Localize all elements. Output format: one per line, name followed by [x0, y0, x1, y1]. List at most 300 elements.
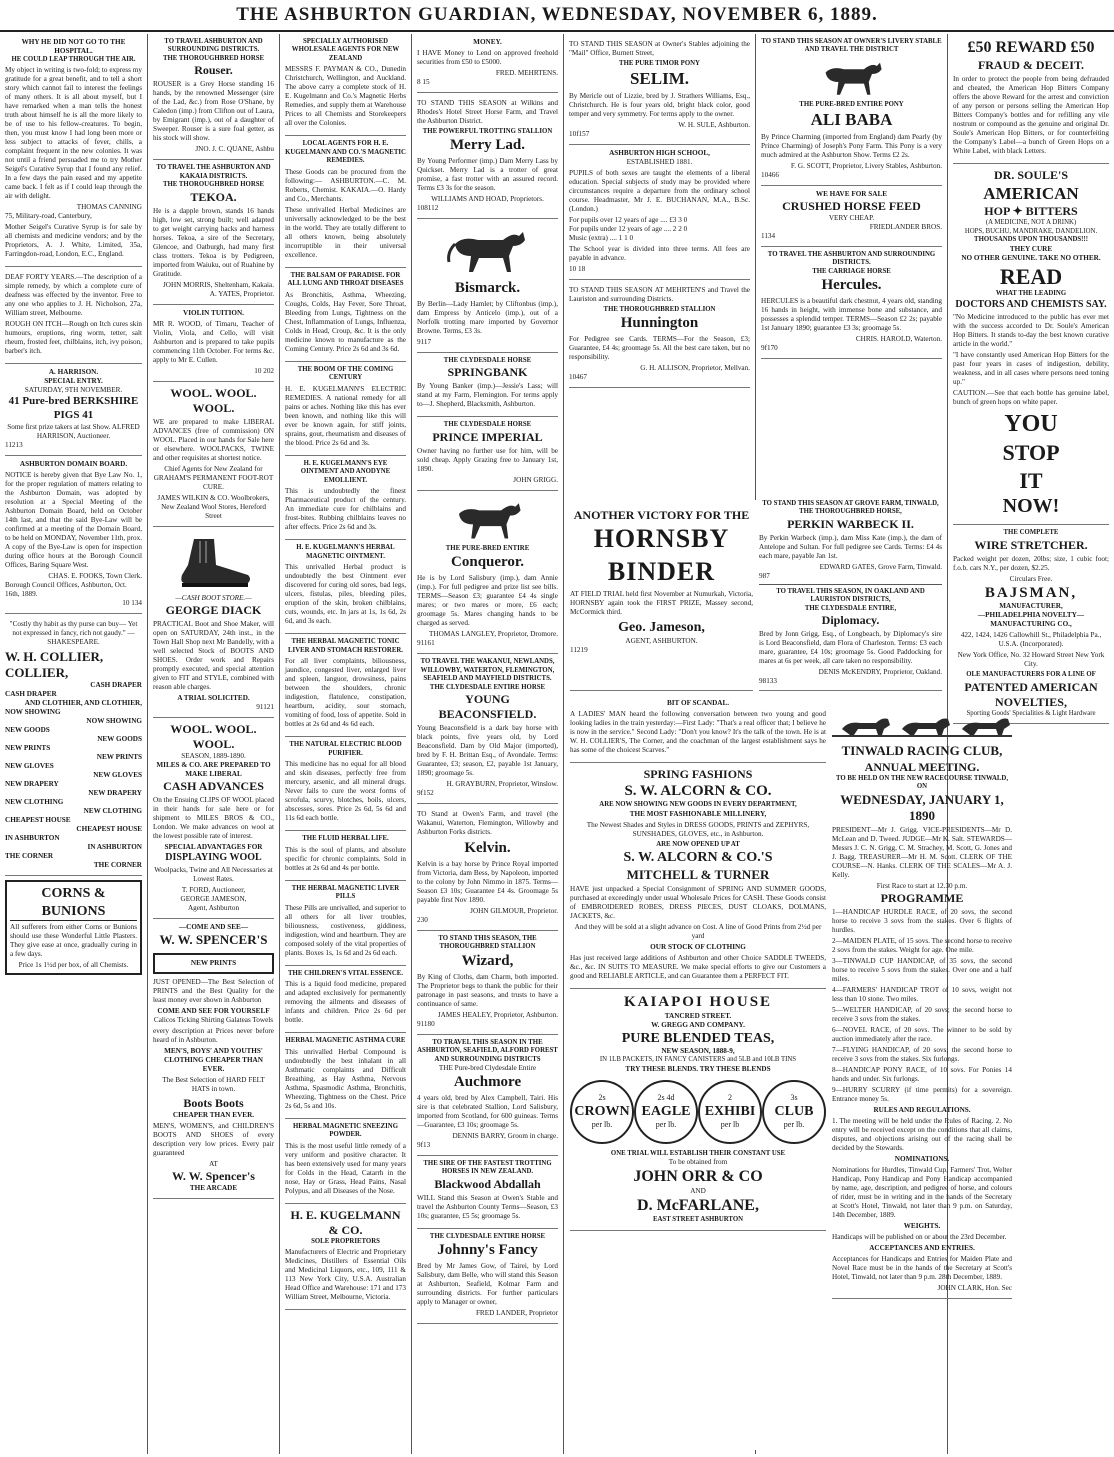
collier-line: NEW CLOTHING — [83, 807, 142, 816]
violin-number: 10 202 — [254, 366, 274, 375]
wizard-number: 91180 — [417, 1019, 435, 1028]
snuff-ad — [285, 1119, 406, 1204]
blackwood-title: THE SIRE OF THE FASTEST TROTTING HORSES IN NEW ZEALAND. — [423, 1159, 552, 1176]
annual-meeting: ANNUAL MEETING. — [864, 759, 980, 774]
conqueror-body: He is by Lord Salisbury (imp.), dam Annie (imp.). For full pedigree and prize list see bills. TERMS—Season £3; guarantee £4 4s single mares; or two mares or more, £6 each; groomage 5s. Mares changing hands to be charged as served. — [417, 574, 558, 628]
tekoa-sign: JOHN MORRIS, Sheltenham, Kakaia. — [163, 280, 274, 289]
vital-body: This is a liquid food medicine, prepared and adapted exclusively for permanently removing the ailments and diseases of infants and children. Price 2s 6d per bottle. — [285, 980, 406, 1025]
rouser-ad — [153, 34, 274, 160]
hunn-number: 10467 — [569, 372, 587, 381]
fluid-body: This is the soul of plants, and absolute specific for chronic complaints. Sold in bottles at 2s 6d and 4s per bottle. — [285, 845, 406, 872]
young-name: YOUNG BEACONSFIELD. — [438, 692, 537, 722]
kelvin-title: TO Stand at Owen's Farm, and travel (the Wakanui, Waterton, Flemington, Willowby and Ashburton Forks districts. — [417, 810, 558, 837]
mt-note: And they will be sold at a slight advance on Cost. A line of Good Prints from 2½d per yard — [574, 922, 822, 940]
crushed-name: CRUSHED HORSE FEED — [782, 198, 921, 213]
tea-badge-unit: per lb. — [783, 1120, 805, 1130]
johnnys-name: Johnny's Fancy — [437, 1242, 538, 1259]
spencer-body-2: every description at Prices never before heard of in Ashburton. — [153, 1026, 274, 1044]
race-item: 2—MAIDEN PLATE, of 15 sovs. The second horse to receive 2 sovs from the stakes. Weight for age. One mile. — [832, 937, 1012, 955]
our-stock: OUR STOCK OF CLOTHING — [650, 942, 746, 951]
miles-body: MILES & CO. ARE PREPARED TO MAKE LIBERAL — [156, 760, 271, 778]
testimonial-1: "No Medicine introduced to the public has ever met with the success accorded to Dr. Soule's American Hop Bitters. It stands to-day the best known curative article in the world." — [953, 313, 1109, 349]
prince-name: PRINCE IMPERIAL — [432, 429, 543, 444]
blackwood-body: WILL Stand this Season at Owen's Stable and travel the Ashburton County Terms—Season, £3 10s; guarantee, £5 5s; groomage 5s. — [417, 1193, 558, 1220]
gregg-company: W. GREGG AND COMPANY. — [651, 1020, 745, 1029]
diack-number: 91121 — [256, 702, 274, 711]
collier-line: CHEAPEST HOUSE — [76, 825, 142, 834]
harrison-sale-ad — [5, 364, 142, 456]
perkin-body: By Perkin Warbeck (imp.), dam Miss Kate (imp.), the dam of Antelope and Sultan. For full pedigree see Cards. Terms: £4 4s each mare, payable Jan 1st. — [759, 533, 942, 560]
sale-date: SATURDAY, 9TH NOVEMBER. — [24, 386, 123, 395]
eye-body: This is undoubtedly the finest Pharmaceutical product of the century. An immediate cure for chilblains and frost-bites. Rubbing chilblains leaves no after effects. Price 2s 6d and 3s. — [285, 487, 406, 532]
soule-line-2: AMERICAN — [983, 184, 1079, 203]
kelvin-body: Kelvin is a bay horse by Prince Royal imported from Victoria, dam Bess, by Napoleon, imported to the colony by John Nimmo in 1875. Terms—Season £3 10s; Guarantee £4 4s. Groomage 5s payable first Nov 1890. — [417, 859, 558, 904]
johnnys-title: THE CLYDESDALE ENTIRE HORSE — [429, 1232, 546, 1240]
balsam-body: As Bronchitis, Asthma, Wheezing, Coughs, Colds, Hay Fever, Sore Throat, Bleeding from Lungs, Tightness on the Chest, Inflammation of Lungs, Influenza, Colds in Head, Croup, &c. It is the only medicine known to manufacture as the Coming Century. Price 2s 6d and 3s 6d. — [285, 290, 406, 353]
liver-body: These Pills are unrivalled, and superior to all others for all liver troubles, biliousness, costiveness, giddiness, indigestion, wind and heartburn. They are composed solely of the vital properties of plants. Boxes 1s, 1s 6d and 2s 6d each. — [285, 903, 406, 957]
now-heading: NOW! — [1002, 495, 1060, 518]
vital-title: THE CHILDREN'S VITAL ESSENCE. — [288, 969, 403, 977]
boot-caption: —CASH BOOT STORE.— — [175, 593, 252, 602]
school-title: ASHBURTON HIGH SCHOOL, — [609, 148, 710, 157]
try-blends: TRY THESE BLENDS. TRY THESE BLENDS — [625, 1064, 771, 1073]
and-label: AND — [690, 1187, 706, 1196]
board-body: NOTICE is hereby given that Bye Law No. 1, for the proper regulation of matters relating to the Ashburton Domain, was adopted by resolution at a Special Meeting of the Ashburton Domain Board, held on October 14th last, and that the said Bye-Law will be confirmed at a meeting of the Domain Board, to be held on MONDAY, November 11th, prox. A copy of the Bye-Law is open for inspection during office hours at the Borough Council Offices, Baring Square West. — [5, 470, 142, 569]
board-date: Borough Council Offices, Ashburton, Oct. 16th, 1889. — [5, 580, 127, 598]
fraud-body: In order to protect the people from being defrauded and cheated, the American Hop Bitters Company offers the above Reward for the arrest and conviction of any person or persons selling the American Hop Bitters Company's bottles and for refilling any vile nostrum or compound as the genuine and original Dr. Soule's American Hop Bitters, or for counterfeiting the Company's Label—a bunch of Green Hops on a White Label, with black Letters. — [953, 75, 1109, 155]
tea-badge-unit: per lb — [720, 1120, 740, 1130]
alcorn-name: S. W. ALCORN & CO. — [624, 783, 772, 800]
race-item: 3—TINWALD CUP HANDICAP, of 35 sovs, the second horse to receive 5 sovs from the stakes. Over one and a half miles. — [832, 957, 1012, 984]
corns-price: Price 1s 1½d per box, of all Chemists. — [18, 961, 129, 970]
mcfarlane-name: D. McFARLANE, — [637, 1197, 759, 1215]
springbank-body: By Young Banker (imp.)—Jessie's Lass; will stand at my Farm, Flemington. For terms apply to—J. Shepherd, Blacksmith, Ashburton. — [417, 382, 558, 409]
spencer-body: JUST OPENED—The Best Selection of PRINTS and the Best Quality for the least money ever shown in Ashburton — [153, 977, 274, 1004]
cure-line: THOUSANDS UPON THOUSANDS!!! — [974, 236, 1088, 244]
millinery: THE MOST FASHIONABLE MILLINERY, — [629, 809, 767, 818]
spencer-final: W. W. Spencer's — [172, 1168, 255, 1183]
collier-line: NOW SHOWING — [5, 708, 61, 717]
violin-body: MR R. WOOD, of Timaru, Teacher of Violin, Viola, and Cello, will visit Ashburton and is prepared to take pupils commencing 11th October. For terms &c. apply to Mr E. Cullen. — [153, 319, 274, 364]
first-race: First Race to start at 12.30 p.m. — [876, 882, 968, 891]
boots-heading: Boots Boots — [183, 1095, 244, 1110]
bismarck-body: By Berlin—Lady Hamlet; by Cliftonbus (imp.), dam Empress by Anticelo (imp.), out of a Norfolk trotting mare imported by Governor Browne. Terms, £3 3s. — [417, 299, 558, 335]
teas-heading: PURE BLENDED TEAS, — [621, 1030, 775, 1046]
diplomacy-body: Bred by Jonn Grigg, Esq., of Longbeach, by Diplomacy's sire is Lord Beaconsfield, dam Flora of Charleston. Terms: £3 each mare, guarantee, £4 10s; groomage 5s. Good Paddocking for mares at 6s per week, all care taken no responsibility. — [759, 630, 942, 666]
selim-name: SELIM. — [629, 69, 690, 89]
auchmore-title: TO TRAVEL THIS SEASON IN THE ASHBURTON, SEAFIELD, ALFORD FOREST AND SURROUNDING DISTRICTS — [417, 1038, 558, 1063]
collier-line: NEW GLOVES — [5, 762, 54, 771]
mens-clothing: MEN'S, BOYS' AND YOUTHS' CLOTHING CHEAPER THAN EVER. — [164, 1046, 263, 1073]
rules-body: 1. The meeting will be held under the Rules of Racing. 2. No entry will be received except on the conditions that all claims, disputes, and objections arising out of the racing shall be decided by the Stewards. — [832, 1117, 1012, 1153]
caution-note: CAUTION.—See that each bottle has genuine label, bunch of green hops on white paper. — [953, 389, 1109, 407]
conqueror-ad — [417, 491, 558, 654]
alcorn-name-2: S. W. ALCORN & CO.'S — [623, 850, 773, 866]
corns-title: CORNS & BUNIONS — [10, 885, 137, 921]
alibaba-body: By Prince Charming (imported from England) dam Pearly (by Prince Charming) of Joseph's Pony Farm. This Pony is a very much admired at the Ashburton Show. Terms £2 2s. — [761, 132, 942, 159]
tea-badge-price: 2s 4d — [657, 1092, 675, 1102]
collier-lines — [5, 681, 142, 870]
miles-body-2: On the Ensuing CLIPS OF WOOL placed in their hands for sale here or for shipment to MILES BROS & CO., London. We make advances on wool at the lowest possible rate of interest. — [153, 795, 274, 840]
agents-body: MESSRS F. PAYMAN & CO., Dunedin Christchurch, Wellington, and Auckland. The above carry a complete stock of H. E. Kugelmann and Co.'s Magnetic Herbs Remedies, and supply them at Warehouse Prices to all Chemists and Storekeepers all over the Colonies. — [285, 65, 406, 128]
address: 422, 1424, 1426 Callowhill St., Philadelphia Pa., U.S.A. (Incorporated). — [960, 631, 1102, 649]
hunn-title: TO STAND THIS SEASON AT MEHRTEN'S and Travel the Lauriston and surrounding Districts. — [569, 285, 750, 303]
hop-bitters-ad — [953, 164, 1109, 525]
reward-heading: £50 REWARD £50 — [967, 39, 1095, 56]
hercules-sign: CHRIS. HAROLD, Waterton. — [855, 334, 942, 343]
alibaba-title: TO STAND THIS SEASON AT OWNER'S LIVERY STABLE AND TRAVEL THE DISTRICT — [761, 38, 942, 54]
money-body: I HAVE Money to Lend on approved freehold securities from £50 to £5000. — [417, 49, 558, 66]
race-item: 5—WELTER HANDICAP, of 20 sovs; the second horse to receive 3 sovs from the stakes. — [832, 1006, 1012, 1024]
diplomacy-sign: DENIS McKENDRY, Proprietor, Oakland. — [818, 668, 942, 677]
kelvin-number: 230 — [417, 915, 428, 924]
hornsby-role: AGENT, ASHBURTON. — [625, 636, 698, 645]
column-4 — [412, 34, 564, 1454]
deaf-notice — [5, 267, 142, 364]
weights-title: WEIGHTS. — [903, 1222, 941, 1231]
prince-body: Owner having no further use for him, will be sold cheap. Apply Grazing free to January 1st, 1890. — [417, 446, 558, 473]
tekoa-ad — [153, 160, 274, 304]
diplomacy-name: Diplomacy. — [821, 613, 880, 628]
kaiapoi-heading: KAIAPOI HOUSE — [623, 993, 773, 1010]
violin-ad — [153, 305, 274, 382]
rouser-sign: JNO. J. C. QUANE, Ashbu — [195, 145, 274, 154]
merry-number: 108112 — [417, 204, 439, 213]
springbank-title: THE CLYDESDALE HORSE — [443, 356, 532, 364]
east-street: EAST STREET ASHBURTON — [652, 1216, 744, 1224]
hornsby-sign: Geo. Jameson, — [618, 620, 705, 635]
perkin-title: TO STAND THIS SEASON AT GROVE FARM, TINWALD, — [762, 500, 939, 507]
nominations-body: Nominations for Hurdles, Tinwald Cup, Farmers' Trot, Welter Handicap, Pony Handicap and Pony Handicap accompanied by name, age, description, and pedigree of horse, and colours of rider, must be in writing and in the hands of the Secretary at Scott's Hotel, Tinwald, not later than 9 p.m. on Saturday, 14th December, 1889. — [832, 1166, 1012, 1220]
wizard-title: TO STAND THIS SEASON, THE THOROUGHBRED STALLION — [438, 934, 537, 951]
money-number: 8 15 — [417, 78, 430, 86]
alcorn-subtitle: ARE NOW SHOWING NEW GOODS IN EVERY DEPARTMENT, — [599, 801, 797, 809]
wizard-body: By King of Cloths, dam Charm, both imported. The Proprietor begs to thank the public for their patronage in past seasons, and trusts to have a continuance of same. — [417, 972, 558, 1008]
deaf-body: DEAF FORTY YEARS.—The description of a simple remedy, by which a complete cure of deafness was effected by the inventor. Free to any one who applies to J. H. Nicholson, 27a, William street, Melbourne. — [5, 273, 142, 318]
philadelphia: —PHILADELPHIA NOVELTY— — [977, 611, 1085, 620]
seigel-note: Mother Seigel's Curative Syrup is for sale by all chemists and medicine vendors; and by the Proprietors, A. J. White, Limited, 35a, Farringdon-road, London, E.C., England. — [5, 223, 142, 259]
tea-badge-price: 2 — [728, 1092, 732, 1102]
boom-ad — [285, 362, 406, 456]
herbal-ointment-ad — [285, 540, 406, 634]
tonic-ad — [285, 634, 406, 737]
ford-sign: T. FORD, Auctioneer, — [181, 886, 246, 895]
conqueror-sign: THOMAS LANGLEY, Proprietor, Dromore. — [429, 630, 558, 639]
johnnys-sign: FRED LANDER, Proprietor — [475, 1309, 558, 1317]
hunn-sign: G. H. ALLISON, Proprietor, Mellvan. — [640, 363, 750, 372]
rouser-title: TO TRAVEL ASHBURTON AND SURROUNDING DISTRICTS. — [164, 38, 263, 54]
hercules-body: HERCULES is a beautiful dark chestnut, 4 years old, standing 16 hands in height, with immense bone and substance, and possesses a splendid temper. TERMS—Season £2 2s; payable 1st January 1890; guarantee £3 3s; groomage 5s. — [761, 296, 942, 332]
race-list — [832, 908, 1012, 1104]
collier-line: AND CLOTHIER, AND CLOTHIER, — [24, 699, 142, 708]
column-2 — [148, 34, 280, 1454]
fees-list — [569, 216, 750, 243]
collier-line: NEW DRAPERY — [5, 780, 59, 789]
snuff-body: This is the most useful little remedy of a very uniform and positive character. It has been extensively used for many years for Colds in the Head, Catarrh in the nose, Hay or Grass, Head Pains, Nasal Polypus, and all Diseases of the Nose. — [285, 1141, 406, 1195]
tea-badge-name: EAGLE — [641, 1103, 691, 1119]
tea-ad — [570, 989, 826, 1231]
perkin-diplomacy-column — [759, 500, 942, 691]
newspaper-title: THE ASHBURTON GUARDIAN, WEDNESDAY, NOVEMBER 6, 1889. — [236, 4, 878, 25]
hornsby-number: 11219 — [570, 645, 588, 654]
johnnys-fancy-ad — [417, 1229, 558, 1324]
tea-badge-unit: per lb. — [591, 1120, 613, 1130]
collier-line: NEW DRAPERY — [88, 789, 142, 798]
collier-name: W. H. COLLIER, COLLIER, — [5, 648, 104, 681]
agents-title: SPECIALLY AUTHORISED WHOLESALE AGENTS FOR NEW ZEALAND — [291, 38, 400, 62]
johnnys-body: Bred by Mr James Gow, of Tairei, by Lord Salisbury, dam Belle, who will stand this Season at Ashburton, Seafield, Kolmar Farm and surrounding districts. For further particulars apply to Manager or owner, — [417, 1262, 558, 1306]
philadelphia-2: MANUFACTURING CO., — [990, 620, 1072, 629]
kelvin-sign: JOHN GILMOUR, Proprietor. — [470, 906, 558, 915]
money-ad — [417, 34, 558, 93]
hornsby-heading: HORNSBY BINDER — [593, 524, 730, 586]
collier-line: NEW GOODS — [97, 735, 142, 744]
merry-sign: WILLIAMS AND HOAD, Proprietors. — [431, 195, 544, 204]
school-body: PUPILS of both sexes are taught the elements of a liberal education. Special subjects of study may be provided where circumstances require a departure from the ordinary school course. Headmaster, Mr J. E. BUCHANAN, M.A., B.Sc. (London.) — [569, 168, 750, 213]
rough-body: ROUGH ON ITCH—Rough on Itch cures skin humours, eruptions, ring worm, tetter, salt rheum, frosted feet, chilblains, itch, ivy poison, barber's itch. — [5, 320, 142, 356]
ali-baba-ad — [761, 34, 942, 186]
tea-badge — [698, 1080, 762, 1144]
story-signature: THOMAS CANNING — [76, 203, 142, 212]
collier-line: THE CORNER — [93, 861, 142, 870]
tonic-title: THE HERBAL MAGNETIC TONIC LIVER AND STOMACH RESTORER. — [288, 638, 403, 654]
jameson-role: Agent, Ashburton — [187, 904, 240, 913]
bismarck-number: 9117 — [417, 337, 432, 346]
local-agents — [285, 136, 406, 267]
clothing-body: Has just received large additions of Ashburton and other Choice SADDLE TWEEDS, &c., &c. IN SUITS TO MEASURE. We make special efforts to give our Customers a good and RELIABLE ARTICLE, and can Guarantee them a PERFECT FIT. — [570, 953, 826, 980]
eye-title: H. E. KUGELMANN'S EYE OINTMENT AND ANODYNE EMOLLIENT. — [300, 459, 391, 484]
race-item: 9—HURRY SCURRY (if time permits) for a sovereign. Entrance money 5s. — [832, 1086, 1012, 1104]
perkin-diplomacy-row — [570, 500, 942, 691]
tonic-body: For all liver complaints, biliousness, jaundice, congested liver, enlarged liver and spleen, languor, drowsiness, pains between the shoulders, chronic indigestion, flatulence, constipation, heartburn, acidity, sour stomach, vomiting of food, loss of appetite. Sold in bottles at 2s 6d and 4s 6d each. — [285, 657, 406, 729]
diack-body: PRACTICAL Boot and Shoe Maker, will open on SATURDAY, 24th inst., in the Town Hall Shop next Mr Bandelly, with a well selected Stock of BOOTS AND SHOES. Order work and Repairs promptly executed, and special attention given to FIT and STYLE, combined with reason able charges. — [153, 619, 274, 691]
tea-badge-unit: per lb. — [655, 1120, 677, 1130]
racing-column — [832, 695, 1012, 1299]
collier-ad — [5, 614, 142, 877]
wool-heading-2: WOOL. WOOL. WOOL. — [170, 721, 257, 751]
crushed-sign: FRIEDLANDER BROS. — [869, 222, 942, 231]
selim-sign: W. H. SULE, Ashburton. — [678, 120, 750, 129]
fee-row: For pupils under 12 years of age .... 2 2 0 — [569, 224, 688, 233]
reward-ad — [953, 34, 1109, 164]
hunn-body: For Pedigree see Cards. TERMS—For the Season, £3; Guarantee, £4 4s; groomage 5s. All the best care taken, but no responsibility. — [569, 334, 750, 361]
horse-illustration — [448, 498, 528, 542]
lower-row — [570, 695, 1012, 1299]
soule-subtitle: (A MEDICINE, NOT A DRINK) — [985, 219, 1077, 227]
tinwald-racing-ad — [832, 695, 1012, 1299]
tea-badges — [570, 1080, 826, 1144]
fee-row: For pupils over 12 years of age .... £3 3 0 — [569, 215, 688, 224]
corns-bunions-ad — [5, 880, 142, 975]
hunnington-ad — [569, 280, 750, 388]
tekoa-sign-2: A. YATES, Proprietor. — [209, 289, 274, 298]
wholesale-agents — [285, 34, 406, 136]
harrison-name: A. HARRISON. — [48, 368, 99, 377]
sporting-goods: Sporting Goods' Specialities & Light Hardware — [966, 709, 1096, 717]
tea-badge — [762, 1080, 826, 1144]
auchmore-ad — [417, 1035, 558, 1156]
collier-line: NEW CLOTHING — [5, 798, 64, 807]
asthma-ad — [285, 1033, 406, 1118]
fluid-ad — [285, 831, 406, 880]
tea-badge — [570, 1080, 634, 1144]
mt-body: HAVE just unpacked a Special Consignment of SPRING AND SUMMER GOODS, purchased at exceedingly under usual Wholesale Prices for CASH. These Goods consist of EMBROIDERED ROBES, DRESS PIECES, DUST CLOAKS, DOLMANS, JACKETS, &c. — [570, 884, 826, 920]
stop-heading: STOP — [1002, 440, 1060, 466]
wool-ad-1 — [153, 382, 274, 527]
it-heading: IT — [1019, 467, 1043, 493]
money-sign: FRED. MEHRTENS. — [495, 69, 558, 77]
story-article — [5, 34, 142, 267]
balsam-title: THE BALSAM OF PARADISE. FOR ALL LUNG AND THROAT DISEASES — [287, 271, 404, 288]
sale-number: 11213 — [5, 440, 23, 449]
herbal-body: This unrivalled Herbal product is undoubtedly the best Ointment ever discovered for curing old sores, bad legs, ulcers, fistulas, piles, bleeding piles, eruption of the skin, broken chilblains, cuts, wounds, etc. In jars at 1s, 1s 6d, 2s 6d, and 3s each. — [285, 563, 406, 626]
springbank-name: SPRINGBANK — [447, 365, 528, 380]
acceptances-body: Acceptances for Handicaps and Entries for Maiden Plate and Novel Race must be in the hands of the Secretary at Scott's Hotel, Tinwald, not later than 9 p.m. 28th December, 1889. — [832, 1255, 1012, 1282]
crushed-title: WE HAVE FOR SALE — [815, 189, 888, 198]
diack-name: GEORGE DIACK — [165, 602, 262, 617]
board-title: ASHBURTON DOMAIN BOARD. — [19, 459, 128, 468]
diplomacy-title: TO TRAVEL THIS SEASON, IN OAKLAND AND LAURISTON DISTRICTS, — [776, 587, 925, 604]
crushed-number: 1134 — [761, 231, 776, 240]
boom-body: H. E. KUGELMANN'S ELECTRIC REMEDIES. A national remedy for all pains or aches. Nothing like this has ever been known, and nothing like this will ever be known again, for stiff joints, sprains, gout, rheumatism and diseases of the blood. Price 2s 6d and 3s. — [285, 384, 406, 447]
vital-ad — [285, 966, 406, 1033]
selim-number: 10f157 — [569, 129, 590, 138]
wizard-sign: JAMES HEALEY, Proprietor, Ashburton. — [437, 1010, 558, 1019]
tancred-street: TANCRED STREET. — [664, 1011, 732, 1020]
high-school-ad — [569, 145, 750, 280]
merry-name: Merry Lad. — [450, 137, 525, 154]
acceptances-title: ACCEPTANCES AND ENTRIES. — [869, 1244, 975, 1253]
rouser-subtitle: THE THOROUGHBRED HORSE — [162, 54, 265, 62]
board-number: 10 134 — [122, 598, 142, 607]
company-name: H. E. KUGELMANN & CO. — [290, 1207, 401, 1237]
no-other: NO OTHER GENUINE. TAKE NO OTHER. — [961, 253, 1101, 262]
auchmore-subtitle: THE Pure-bred Clydesdale Entire — [438, 1064, 537, 1073]
spencer-ad — [153, 919, 274, 1198]
herbal-intro: These unrivalled Herbal Medicines are universally acknowledged to be the best in the world. They are totally different to all others known, being absolutely incorruptible in their universal excellence. — [285, 205, 406, 259]
felt-hats: The Best Selection of HARD FELT HATS in town. — [162, 1075, 265, 1093]
spring-heading: SPRING FASHIONS — [643, 767, 753, 782]
patented: PATENTED AMERICAN — [964, 679, 1098, 694]
perkin-name: PERKIN WARBECK II. — [787, 516, 914, 531]
race-item: 1—HANDICAP HURDLE RACE, of 20 sovs, the second horse to receive 3 sovs from the stakes. Over 6 flights of hurdles. — [832, 908, 1012, 935]
merry-subtitle: THE POWERFUL TROTTING STALLION — [422, 128, 553, 135]
kugelmann-company — [285, 1204, 406, 1310]
collier-line: NEW GOODS — [5, 726, 50, 735]
teas-subtitle: IN 1LB PACKETS, IN FANCY CANISTERS and 5LB and 10LB TINS — [599, 1056, 797, 1064]
bismarck-ad — [417, 219, 558, 353]
auchmore-number: 9f13 — [417, 1140, 431, 1149]
school-number: 10 18 — [569, 264, 586, 273]
blackwood-name: Blackwood Abdallah — [434, 1176, 541, 1191]
selim-title: TO STAND THIS SEASON at Owner's Stables adjoining the "Mail" Office, Burnett Street, — [569, 40, 750, 57]
race-item: 7—FLYING HANDICAP, of 20 sovs; the second horse to receive 3 sovs from the stakes. Six furlongs. — [832, 1046, 1012, 1064]
electric-title: THE NATURAL ELECTRIC BLOOD PURIFIER. — [289, 741, 402, 757]
conqueror-number: 91161 — [417, 639, 435, 648]
liver-ad — [285, 881, 406, 966]
wizard-name: Wizard, — [461, 952, 514, 969]
scandal-body: A LADIES' MAN heard the following conversation between two young and good looking ladies in the train yesterday:—First Lady: "That's a real officer that; I believe he is now in the service." Second Lady: "Don't you know? It's the talk of the town. He is at W. H. COLLIER'S, The Corner, and the coachman of the largest establishment says he has some of the choicest Scarves." — [570, 710, 826, 755]
collier-line: IN ASHBURTON — [87, 843, 142, 852]
board-sign: CHAS. E. FOOKS, Town Clerk. — [48, 571, 142, 580]
local-title: LOCAL AGENTS FOR H. E. KUGELMANN AND CO.'S MAGNETIC REMEDIES. — [285, 140, 406, 165]
blackwood-ad — [417, 1156, 558, 1229]
testimonial-2: "I have constantly used American Hop Bitters for the past four years in cases of indigestion, debility, weakness, and in all cases where persons need toning up." — [953, 351, 1109, 387]
weights-body: Handicaps will be published on or about the 23rd December. — [832, 1233, 1007, 1242]
merry-title: TO STAND THIS SEASON at Wilkins and Rhodes's Hotel Street Horse Farm, and Travel the Ashburton District. — [417, 99, 558, 125]
domain-board-notice — [5, 456, 142, 614]
arcade: THE ARCADE — [189, 1183, 238, 1192]
column-1 — [0, 34, 148, 1454]
diplomacy-subtitle: THE CLYDESDALE ENTIRE, — [804, 604, 897, 612]
collier-line: NEW GLOVES — [93, 771, 142, 780]
perkin-number: 987 — [759, 571, 770, 580]
collier-line: THE CORNER — [5, 852, 54, 861]
electric-body: This medicine has no equal for all blood and skin diseases, perfectly free from mercury, arsenic, and all mineral drugs. Never fails to cure the worst forms of scrofula, scurvy, blotches, boils, ulcers, abscesses, sores. Price 2s 6d, 5s 6d and 11s 6d each bottle. — [285, 760, 406, 823]
displaying-wool: DISPLAYING WOOL — [165, 851, 262, 863]
read-heading: READ — [999, 263, 1063, 289]
come-see-2: COME AND SEE FOR YOURSELF — [157, 1006, 270, 1015]
collier-line: NEW PRINTS — [96, 753, 142, 762]
tekoa-name: TEKOA. — [190, 189, 237, 204]
collier-line: CHEAPEST HOUSE — [5, 816, 71, 825]
soule-line-3: HOP ✦ BITTERS — [984, 204, 1078, 219]
snuff-title: HERBAL MAGNETIC SNEEZING POWDER. — [293, 1122, 398, 1139]
lower-wide-block — [566, 500, 1012, 1450]
cash-advances: CASH ADVANCES — [163, 778, 264, 793]
alibaba-subtitle: THE PURE-BRED ENTIRE PONY — [799, 100, 904, 108]
programme-heading: PROGRAMME — [880, 891, 964, 906]
wool-heading-1: WOOL. WOOL. WOOL. — [170, 385, 257, 415]
perkin-sign: EDWARD GATES, Grove Farm, Tinwald. — [819, 562, 942, 571]
alibaba-number: 10466 — [761, 170, 779, 179]
cure-line-2: THEY CURE — [1009, 244, 1053, 253]
collier-line: IN ASHBURTON — [5, 834, 60, 843]
jameson-sign: GEORGE JAMESON, — [180, 895, 247, 904]
kelvin-ad — [417, 804, 558, 931]
race-date: WEDNESDAY, JANUARY 1, 1890 — [840, 791, 1004, 823]
hercules-ad — [761, 247, 942, 359]
special-advantages: SPECIAL ADVANTAGES FOR — [164, 842, 263, 851]
hercules-name: Hercules. — [821, 277, 882, 294]
scandal-ad — [570, 695, 826, 763]
rules-title: RULES AND REGULATIONS. — [873, 1106, 971, 1115]
tinwald-title: TINWALD RACING CLUB, — [841, 743, 1003, 759]
selim-body: By Mericle out of Lizzie, bred by J. Strathers Williams, Esq., Christchurch. He is four years old, bright black color, good temper and very symmetry. For terms apply to the owner. — [569, 91, 750, 118]
tea-badge-name: EXHIBI — [704, 1103, 756, 1119]
collier-line: CASH DRAPER — [5, 690, 57, 699]
tea-badge-price: 3s — [790, 1092, 798, 1102]
collier-line: NEW PRINTS — [5, 744, 51, 753]
story-title: WHY HE DID NOT GO TO THE HOSPITAL. — [21, 38, 126, 55]
story-body: My object in writing is two-fold; to express my gratitude for a great benefit, and to tell a short story which cannot fail to interest the feelings of many others. It is all about myself, but I have remarked when a man tells the honest truth about himself he is all the more likely to be of use to his fellow-creatures. To begin, then, you must know I had long been more or less subject to attacks of fever, chills, a complaint frequent in the new colonies. It was not until a friend persuaded me to try Mother Seigel's Curative Syrup that I found any relief. In a few days the pain eased and my appetite came back. I felt as if I could leap through the air with delight. — [5, 66, 142, 201]
clerk-sign: JOHN CLARK, Hon. Sec — [937, 1284, 1012, 1293]
conqueror-title: THE PURE-BRED ENTIRE — [445, 544, 530, 552]
alcorn-ad — [570, 763, 826, 988]
boots-subtitle: CHEAPER THAN EVER. — [172, 1110, 255, 1119]
hercules-subtitle: THE CARRIAGE HORSE — [812, 267, 891, 275]
nominations-title: NOMINATIONS. — [894, 1155, 950, 1164]
opened-up: ARE NOW OPENED UP AT — [656, 840, 740, 848]
young-beaconsfield-ad — [417, 654, 558, 804]
wizard-ad — [417, 931, 558, 1035]
electric-ad — [285, 737, 406, 831]
shakespeare-quote: "Costly thy habit as thy purse can buy— Yet not expressed in fancy, rich not gaudy." —SHAKESPEARE. — [9, 619, 138, 646]
orr-name: JOHN ORR & CO — [633, 1168, 763, 1186]
young-body: Young Beaconsfield is a dark bay horse with black points, five years old, by Lord Beaconsfield. Dam by Old Major (imported), bred by F. H. Brittan Esq., of Avondale. Terms: Guarantee, £3; season, £2, payable 1st January, 1890; groomage 5s. — [417, 724, 558, 778]
held-on: TO BE HELD ON THE NEW RACECOURSE TINWALD, ON — [835, 774, 1009, 791]
hunn-name: Hunnington — [620, 315, 699, 332]
